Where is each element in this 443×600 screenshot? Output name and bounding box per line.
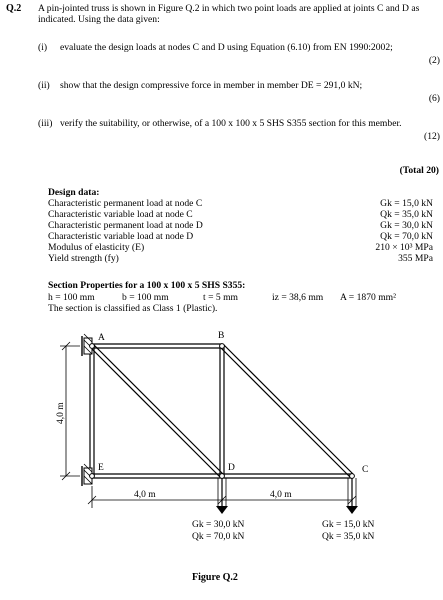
truss-members bbox=[90, 344, 353, 478]
node-label-C: C bbox=[362, 465, 369, 475]
load-C-permanent: Gk = 15,0 kN bbox=[322, 520, 375, 530]
row-label: Modulus of elasticity (E) bbox=[48, 242, 145, 253]
node-label-D: D bbox=[228, 463, 235, 473]
member-AD bbox=[90, 344, 223, 477]
row-label: Characteristic variable load at node D bbox=[48, 231, 194, 242]
row-value: Qk = 70,0 kN bbox=[380, 231, 433, 242]
part-label: (iii) bbox=[38, 118, 53, 129]
row-value: Gk = 15,0 kN bbox=[380, 198, 433, 209]
joint-B bbox=[220, 344, 225, 349]
member-AB bbox=[92, 344, 222, 348]
row-value: Qk = 35,0 kN bbox=[380, 209, 433, 220]
member-AE bbox=[90, 346, 94, 476]
part-label: (i) bbox=[38, 42, 48, 53]
row-label: Characteristic variable load at node C bbox=[48, 209, 193, 220]
prop-b: b = 100 mm bbox=[122, 292, 169, 303]
member-BC bbox=[220, 344, 353, 477]
load-C-variable: Qk = 35,0 kN bbox=[322, 532, 375, 542]
row-value: 210 × 10³ MPa bbox=[375, 242, 433, 253]
member-ED bbox=[92, 474, 222, 478]
row-value: Gk = 30,0 kN bbox=[380, 220, 433, 231]
joint-D bbox=[220, 474, 225, 479]
load-arrow-C bbox=[346, 478, 358, 514]
part-text: verify the suitability, or otherwise, of a 100 x 100 x 5 SHS S355 section for this member. bbox=[60, 118, 402, 129]
support-E bbox=[82, 464, 94, 486]
question-intro: A pin-jointed truss is shown in Figure Q.2 in which two point loads are applied at joints C and D as indicated. Using the data given: bbox=[38, 3, 420, 26]
dimension-left-label: 4,0 m bbox=[134, 490, 156, 500]
row-label: Characteristic permanent load at node D bbox=[48, 220, 203, 231]
node-label-A: A bbox=[98, 333, 105, 343]
load-D-variable: Qk = 70,0 kN bbox=[192, 532, 245, 542]
node-label-B: B bbox=[218, 331, 225, 341]
part-marks: (6) bbox=[428, 92, 440, 104]
prop-h: h = 100 mm bbox=[48, 292, 95, 303]
support-A bbox=[82, 334, 94, 356]
part-text: show that the design compressive force in member in member DE = 291,0 kN; bbox=[60, 80, 363, 91]
figure-caption: Figure Q.2 bbox=[192, 572, 238, 583]
part-marks: (12) bbox=[424, 130, 440, 142]
prop-area: A = 1870 mm² bbox=[340, 292, 396, 303]
section-classification: The section is classified as Class 1 (Plastic). bbox=[48, 303, 218, 314]
prop-iz: iz = 38,6 mm bbox=[272, 292, 324, 303]
section-properties-title: Section Properties for a 100 x 100 x 5 SHS S355: bbox=[48, 280, 246, 291]
member-DC bbox=[222, 474, 352, 478]
question-number: Q.2 bbox=[6, 3, 22, 14]
row-label: Characteristic permanent load at node C bbox=[48, 198, 203, 209]
dimension-right-label: 4,0 m bbox=[270, 490, 292, 500]
row-value: 355 MPa bbox=[398, 253, 433, 264]
total-marks: (Total 20) bbox=[399, 165, 439, 176]
design-data-title: Design data: bbox=[48, 187, 100, 198]
part-label: (ii) bbox=[38, 80, 50, 91]
row-label: Yield strength (fy) bbox=[48, 253, 119, 264]
load-arrow-D bbox=[216, 478, 228, 514]
dimension-vertical-label: 4,0 m bbox=[56, 402, 66, 424]
prop-t: t = 5 mm bbox=[203, 292, 238, 303]
part-marks: (2) bbox=[428, 54, 440, 66]
part-text: evaluate the design loads at nodes C and D using Equation (6.10) from EN 1990:2002; bbox=[60, 42, 393, 53]
node-label-E: E bbox=[98, 463, 104, 473]
member-BD bbox=[220, 346, 224, 476]
load-D-permanent: Gk = 30,0 kN bbox=[192, 520, 245, 530]
joint-C bbox=[350, 474, 355, 479]
